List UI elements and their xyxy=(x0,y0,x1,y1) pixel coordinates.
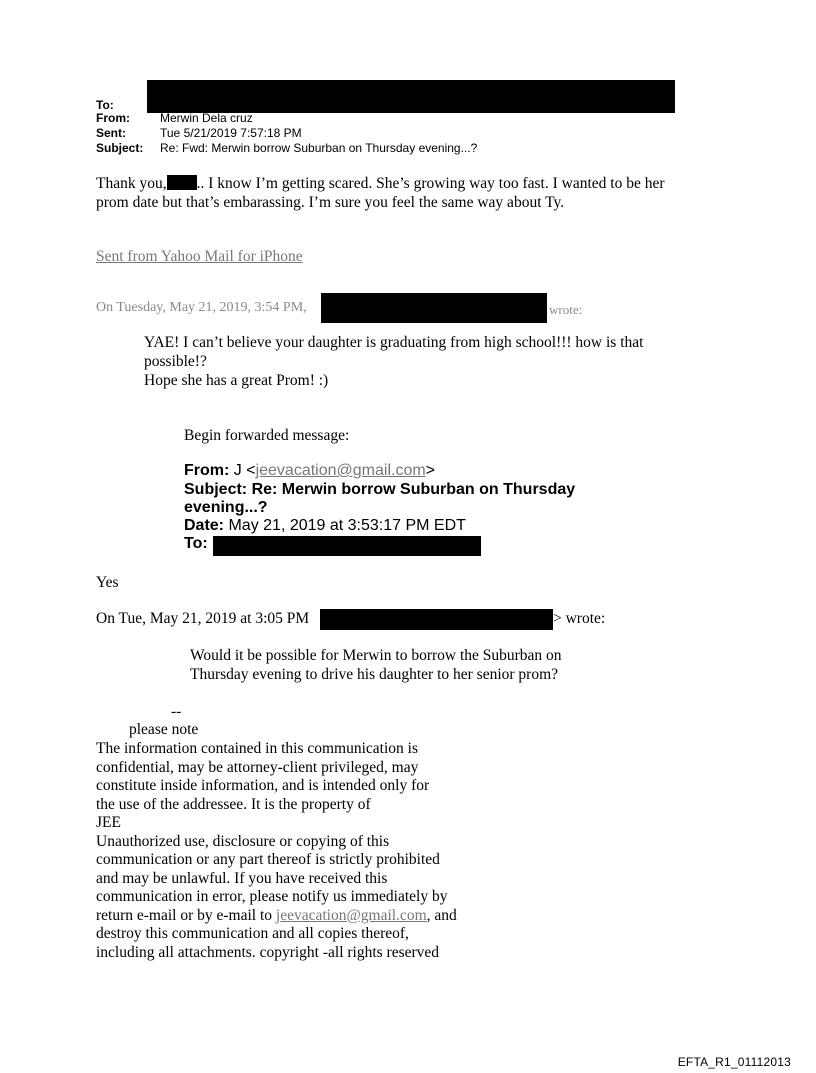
forward-date-label: Date: xyxy=(184,517,225,534)
disclaimer-email-after: , and xyxy=(426,906,457,924)
disclaimer-email-before: return e-mail or by e-mail to xyxy=(96,906,276,924)
redaction-quote1-sender xyxy=(321,293,547,323)
forward-from-label: From: xyxy=(184,462,230,479)
forward-to-label: To: xyxy=(184,535,208,552)
quote2-attribution-end: > wrote: xyxy=(553,610,606,627)
subject-value: Re: Fwd: Merwin borrow Suburban on Thursday evening...? xyxy=(160,141,478,155)
email-header xyxy=(96,98,696,158)
disclaimer-line: destroy this communication and all copies thereof, xyxy=(96,925,409,942)
signature-dashes: -- xyxy=(171,703,182,720)
quote1-line-1: YAE! I can’t believe your daughter is graduating from high school!!! how is that xyxy=(144,334,644,351)
forward-subject-value-2: evening...? xyxy=(184,499,268,516)
forward-date-value: May 21, 2019 at 3:53:17 PM EDT xyxy=(228,517,466,534)
quote1-attribution xyxy=(96,298,307,317)
disclaimer-line: The information contained in this communication is xyxy=(96,740,418,757)
sent-label: Sent: xyxy=(96,126,126,140)
quote2-line-2: Thursday evening to drive his daughter to her senior prom? xyxy=(190,666,559,683)
forward-from-close: > xyxy=(425,462,436,479)
forward-from-name: J < xyxy=(233,462,256,479)
forward-subject-line-1 xyxy=(184,481,575,499)
redaction-name-inline xyxy=(167,175,197,190)
sent-value: Tue 5/21/2019 7:57:18 PM xyxy=(160,126,302,140)
quote2-attribution-start: On Tue, May 21, 2019 at 3:05 PM xyxy=(96,610,310,627)
disclaimer-email-line xyxy=(96,906,457,925)
forward-date-line xyxy=(184,517,466,535)
disclaimer-line: communication or any part thereof is strictly prohibited xyxy=(96,851,440,868)
disclaimer-line: confidential, may be attorney-client privileged, may xyxy=(96,758,419,776)
disclaimer-line: Unauthorized use, disclosure or copying of this xyxy=(96,832,390,850)
disclaimer-line: communication in error, please notify us immediately by xyxy=(96,888,448,905)
quote1-line-2: possible!? xyxy=(144,353,207,370)
disclaimer-line: and may be unlawful. If you have received this xyxy=(96,869,388,887)
from-label: From: xyxy=(96,111,130,125)
yes-reply: Yes xyxy=(96,574,119,591)
subject-label: Subject: xyxy=(96,141,144,155)
forward-subject-value-1: Re: Merwin borrow Suburban on Thursday xyxy=(251,481,576,498)
reply-line-1-end: .. I know I’m getting scared. She’s growing way too fast. I wanted to be her xyxy=(196,175,665,192)
quote1-attribution-start: On Tuesday, May 21, 2019, 3:54 PM, xyxy=(96,300,307,315)
redaction-quote2-sender xyxy=(320,609,553,630)
forward-subject-line-2 xyxy=(184,499,268,517)
disclaimer-line: constitute inside information, and is intended only for xyxy=(96,777,430,794)
disclaimer-line: JEE xyxy=(96,814,121,831)
document-id: EFTA_R1_01112013 xyxy=(677,1055,791,1069)
disclaimer-email-link[interactable]: jeevacation@gmail.com xyxy=(275,906,427,924)
reply-line-2: prom date but that’s embarassing. I’m sure you feel the same way about Ty. xyxy=(96,194,565,211)
quote2-line-1: Would it be possible for Merwin to borrow the Suburban on xyxy=(190,647,562,664)
yahoo-signature-link[interactable]: Sent from Yahoo Mail for iPhone xyxy=(96,248,303,265)
disclaimer-note: please note xyxy=(129,721,199,738)
disclaimer-line: the use of the addressee. It is the property of xyxy=(96,795,371,813)
redaction-forward-to xyxy=(213,536,481,556)
forward-intro: Begin forwarded message: xyxy=(184,427,350,444)
disclaimer-line: including all attachments. copyright -all rights reserved xyxy=(96,943,440,961)
reply-line-1-start: Thank you, xyxy=(96,175,167,192)
forward-subject-label: Subject: xyxy=(184,481,248,498)
forward-from-line xyxy=(184,462,435,480)
quote1-attribution-wrote: wrote: xyxy=(549,302,583,317)
to-label: To: xyxy=(96,98,114,112)
quote1-line-3: Hope she has a great Prom! :) xyxy=(144,372,329,389)
forward-from-email-link[interactable]: jeevacation@gmail.com xyxy=(255,462,426,479)
reply-line-1 xyxy=(96,174,665,193)
forward-to-line xyxy=(184,535,208,553)
from-value: Merwin Dela cruz xyxy=(160,111,253,125)
